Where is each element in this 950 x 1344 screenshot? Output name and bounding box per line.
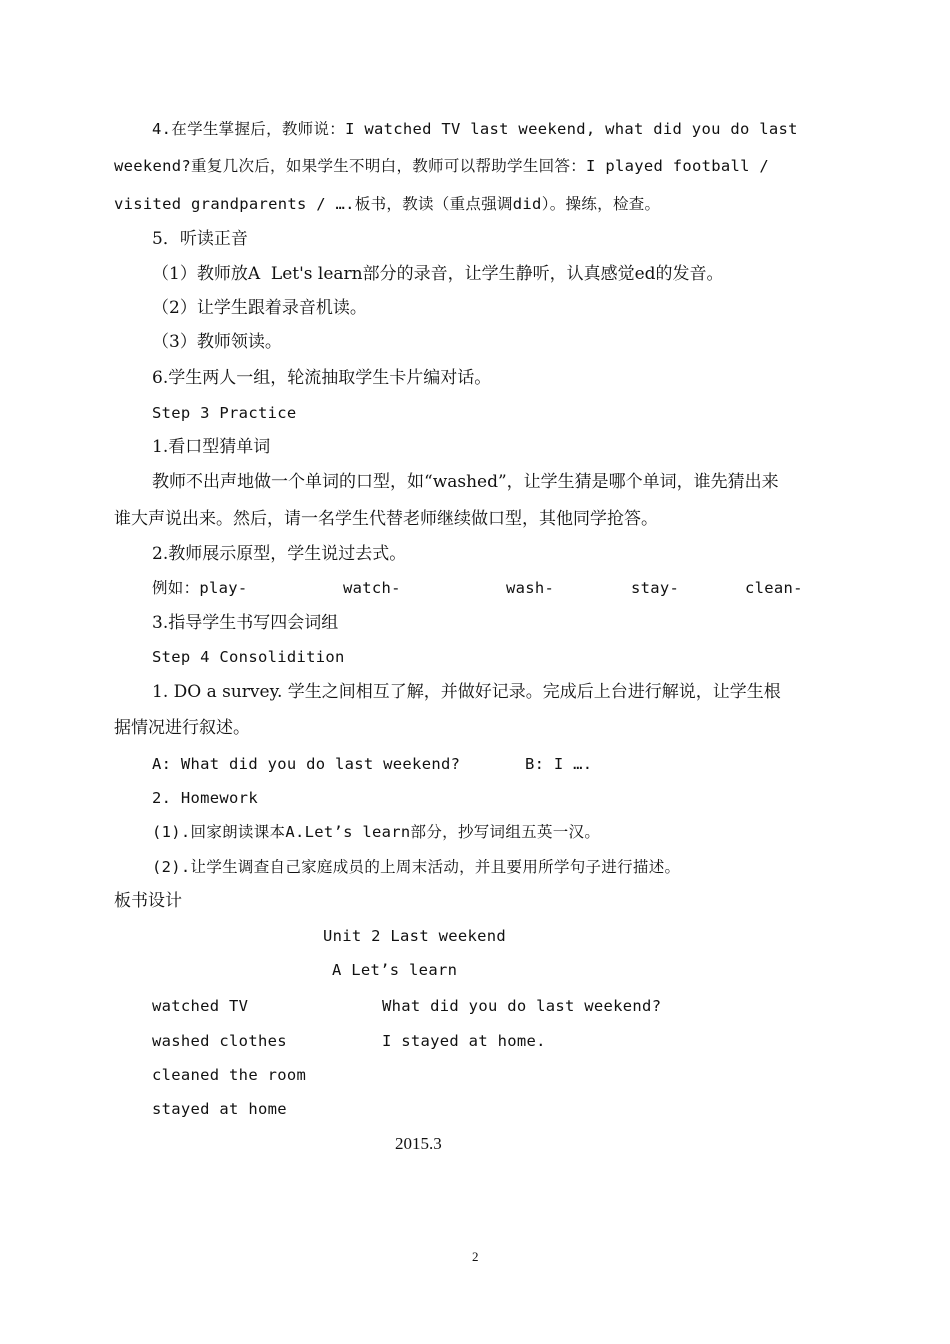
step-4-item-2: 2. Homework <box>152 789 258 807</box>
step-4-item-1-line-2: 据情况进行叙述。 <box>114 718 250 738</box>
step-2-item-5-heading: 5．听读正音 <box>152 229 248 249</box>
board-unit-title: Unit 2 Last weekend <box>323 927 507 945</box>
step-3-item-1-text-1: 教师不出声地做一个单词的口型，如“washed”，让学生猜是哪个单词，谁先猜出来 <box>152 472 779 492</box>
page-number: 2 <box>472 1249 479 1264</box>
step-3-item-1: 1.看口型猜单词 <box>152 437 271 457</box>
step-2-item-4-line-2: weekend?重复几次后，如果学生不明白，教师可以帮助学生回答：I played football / <box>114 157 770 175</box>
example-play: 例如：play- <box>152 579 248 597</box>
example-watch: watch- <box>343 579 401 597</box>
step-3-item-2: 2.教师展示原型，学生说过去式。 <box>152 544 407 564</box>
step-4-heading: Step 4 Consolidition <box>152 648 345 666</box>
document-date: 2015.3 <box>395 1134 442 1153</box>
example-stay: stay- <box>631 579 680 597</box>
step-3-item-1-text-2: 谁大声说出来。然后，请一名学生代替老师继续做口型，其他同学抢答。 <box>114 509 658 529</box>
board-phrase-3: cleaned the room <box>152 1066 307 1084</box>
board-sentence-2: I stayed at home. <box>382 1032 546 1050</box>
board-subtitle: A Let’s learn <box>332 961 458 979</box>
board-phrase-1: watched TV <box>152 997 249 1015</box>
step-2-item-5-sub-3: （3）教师领读。 <box>152 332 282 352</box>
step-2-item-5-sub-1: （1）教师放A Let's learn部分的录音，让学生静听，认真感觉ed的发音。 <box>152 264 724 284</box>
dialog-question: A: What did you do last weekend? <box>152 755 461 773</box>
step-2-item-5-sub-2: （2）让学生跟着录音机读。 <box>152 298 367 318</box>
board-sentence-1: What did you do last weekend? <box>382 997 662 1015</box>
example-clean: clean- <box>745 579 803 597</box>
example-wash: wash- <box>506 579 555 597</box>
step-3-item-3: 3.指导学生书写四会词组 <box>152 613 339 633</box>
board-phrase-2: washed clothes <box>152 1032 287 1050</box>
dialog-answer: B: I …. <box>525 755 593 773</box>
step-2-item-4-line-3: visited grandparents / ….板书，教读（重点强调did）。操练，检查。 <box>114 195 661 213</box>
step-3-heading: Step 3 Practice <box>152 404 297 422</box>
step-4-item-1-line-1: 1. DO a survey. 学生之间相互了解，并做好记录。完成后上台进行解说，让学生根 <box>152 682 781 702</box>
step-2-item-6: 6.学生两人一组，轮流抽取学生卡片编对话。 <box>152 368 492 388</box>
step-2-item-4-line-1: 4.在学生掌握后，教师说：I watched TV last weekend, what did you do last <box>152 120 798 138</box>
board-design-heading: 板书设计 <box>114 891 182 911</box>
board-phrase-4: stayed at home <box>152 1100 287 1118</box>
homework-2: (2).让学生调查自己家庭成员的上周末活动，并且要用所学句子进行描述。 <box>152 858 681 876</box>
homework-1: (1).回家朗读课本A.Let’s learn部分，抄写词组五英一汉。 <box>152 823 601 841</box>
